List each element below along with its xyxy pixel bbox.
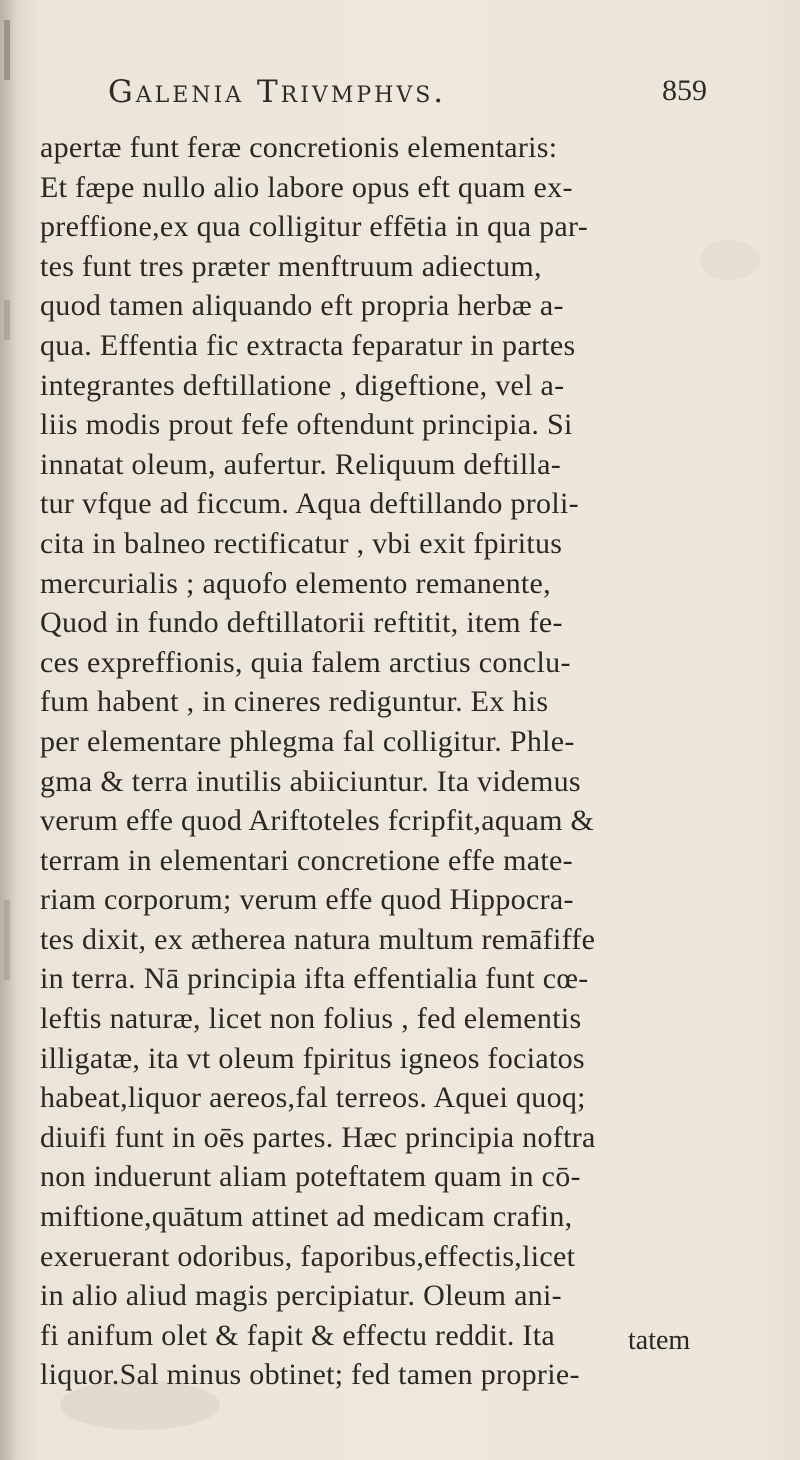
- text-line: verum effe quod Ariftoteles fcripfit,aquam &: [40, 804, 595, 838]
- text-line: per elementare phlegma fal colligitur. Phle-: [40, 724, 575, 758]
- text-line: preffione,ex qua colligitur effētia in qua par-: [40, 210, 589, 244]
- page-gutter: [0, 0, 18, 1460]
- text-line: mercurialis ; aquofo elemento remanente,: [40, 566, 551, 600]
- running-head: Galenia Trivmphvs.: [108, 74, 447, 110]
- text-line: in terra. Nā principia ifta effentialia funt cœ-: [40, 962, 589, 996]
- gutter-shadow: [4, 20, 10, 80]
- text-line: riam corporum; verum effe quod Hippocra-: [40, 883, 574, 917]
- text-line: quod tamen aliquando eft propria herbæ a-: [40, 289, 564, 323]
- text-line: habeat,liquor aereos,fal terreos. Aquei quoq;: [40, 1081, 586, 1115]
- text-line: fum habent , in cineres rediguntur. Ex his: [40, 685, 549, 719]
- text-line: tes dixit, ex ætherea natura multum remāfiffe: [40, 922, 596, 956]
- text-line: exeruerant odoribus, faporibus,effectis,licet: [40, 1239, 576, 1273]
- text-line: apertæ funt feræ concretionis elementaris:: [40, 131, 558, 164]
- body-text: [40, 128, 780, 1395]
- text-line: cita in balneo rectificatur , vbi exit fpiritus: [40, 526, 563, 560]
- text-line: innatat oleum, aufertur. Reliquum deftilla-: [40, 447, 562, 481]
- text-line: non induerunt aliam poteftatem quam in cō-: [40, 1160, 581, 1194]
- text-line: tes funt tres præter menftruum adiectum,: [40, 249, 542, 283]
- text-line: tur vfque ad ficcum. Aqua deftillando proli-: [40, 487, 579, 521]
- text-line: miftione,quātum attinet ad medicam crafin,: [40, 1200, 573, 1234]
- text-line: fi anifum olet & fapit & effectu reddit. Ita: [40, 1318, 555, 1352]
- text-line: qua. Effentia fic extracta feparatur in partes: [40, 328, 576, 362]
- text-line: gma & terra inutilis abiiciuntur. Ita videmus: [40, 764, 581, 798]
- text-line: ces expreffionis, quia falem arctius conclu-: [40, 645, 571, 679]
- text-line: Et fæpe nullo alio labore opus eft quam ex-: [40, 170, 573, 204]
- text-line: diuifi funt in oēs partes. Hæc principia noftra: [40, 1120, 596, 1154]
- text-line: illigatæ, ita vt oleum fpiritus igneos fociatos: [40, 1041, 585, 1075]
- text-line: integrantes deftillatione , digeftione, vel a-: [40, 368, 565, 402]
- gutter-shadow: [4, 300, 10, 340]
- catchword: tatem: [628, 1325, 691, 1356]
- text-line: liis modis prout fefe oftendunt principia. Si: [40, 408, 573, 442]
- text-line: leftis naturæ, licet non folius , fed elementis: [40, 1002, 582, 1036]
- text-line: Quod in fundo deftillatorii reftitit, item fe-: [40, 606, 563, 640]
- text-line: liquor.Sal minus obtinet; fed tamen proprie-: [40, 1358, 580, 1392]
- page-number: 859: [662, 74, 707, 107]
- text-line: terram in elementari concretione effe mate-: [40, 843, 573, 877]
- text-line: in alio aliud magis percipiatur. Oleum ani-: [40, 1279, 562, 1313]
- gutter-shadow: [4, 900, 10, 980]
